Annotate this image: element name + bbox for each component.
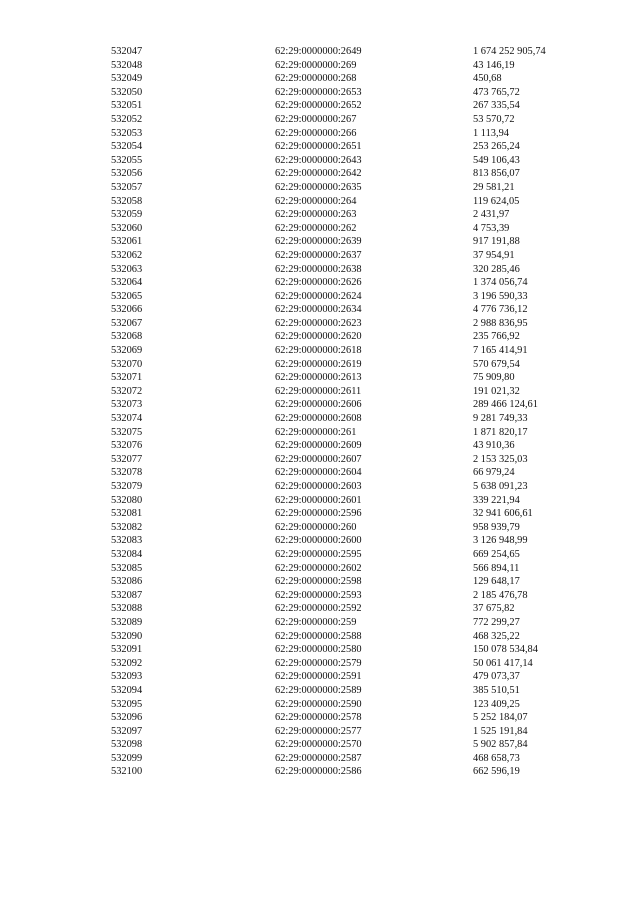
row-number: 532073 (111, 399, 143, 411)
table-row (0, 684, 640, 698)
row-number: 532082 (111, 521, 143, 533)
cadastral-number: 62:29:0000000:268 (275, 73, 357, 85)
table-row (0, 670, 640, 684)
cadastral-number: 62:29:0000000:2626 (275, 277, 362, 289)
cadastral-number: 62:29:0000000:2577 (275, 725, 362, 737)
table-row (0, 521, 640, 535)
table-row (0, 725, 640, 739)
cadastral-value: 66 979,24 (473, 467, 515, 479)
cadastral-number: 62:29:0000000:2652 (275, 100, 362, 112)
cadastral-number: 62:29:0000000:2642 (275, 168, 362, 180)
cadastral-value: 150 078 534,84 (473, 644, 538, 656)
table-row (0, 195, 640, 209)
row-number: 532054 (111, 141, 143, 153)
table-row (0, 235, 640, 249)
cadastral-number: 62:29:0000000:260 (275, 521, 357, 533)
row-number: 532070 (111, 358, 143, 370)
row-number: 532075 (111, 426, 143, 438)
cadastral-number: 62:29:0000000:263 (275, 209, 357, 221)
row-number: 532090 (111, 630, 143, 642)
cadastral-number: 62:29:0000000:259 (275, 616, 357, 628)
cadastral-number: 62:29:0000000:2601 (275, 494, 362, 506)
table-row (0, 494, 640, 508)
table-row (0, 113, 640, 127)
cadastral-value: 5 252 184,07 (473, 712, 528, 724)
cadastral-value: 813 856,07 (473, 168, 520, 180)
table-row (0, 249, 640, 263)
table-row (0, 290, 640, 304)
table-row (0, 630, 640, 644)
cadastral-number: 62:29:0000000:2619 (275, 358, 362, 370)
cadastral-value: 267 335,54 (473, 100, 520, 112)
cadastral-number: 62:29:0000000:2602 (275, 562, 362, 574)
cadastral-number: 62:29:0000000:2649 (275, 46, 362, 57)
cadastral-value: 473 765,72 (473, 86, 520, 98)
cadastral-number: 62:29:0000000:2598 (275, 576, 362, 588)
cadastral-number: 62:29:0000000:261 (275, 426, 357, 438)
row-number: 532093 (111, 671, 143, 683)
row-number: 532071 (111, 372, 143, 384)
row-number: 532067 (111, 317, 143, 329)
row-number: 532077 (111, 453, 143, 465)
row-number: 532074 (111, 413, 143, 425)
cadastral-number: 62:29:0000000:262 (275, 222, 357, 234)
cadastral-number: 62:29:0000000:2586 (275, 766, 362, 778)
table-row (0, 140, 640, 154)
cadastral-value: 450,68 (473, 73, 502, 85)
cadastral-value: 3 126 948,99 (473, 535, 528, 547)
table-row (0, 167, 640, 181)
cadastral-number: 62:29:0000000:2638 (275, 263, 362, 275)
table-row (0, 385, 640, 399)
cadastral-number: 62:29:0000000:2588 (275, 630, 362, 642)
table-row (0, 466, 640, 480)
row-number: 532092 (111, 657, 143, 669)
row-number: 532056 (111, 168, 143, 180)
cadastral-number: 62:29:0000000:2580 (275, 644, 362, 656)
row-number: 532078 (111, 467, 143, 479)
table-row (0, 602, 640, 616)
cadastral-value: 339 221,94 (473, 494, 520, 506)
cadastral-value: 385 510,51 (473, 684, 520, 696)
row-number: 532053 (111, 127, 143, 139)
table-row (0, 765, 640, 779)
cadastral-number: 62:29:0000000:2596 (275, 508, 362, 520)
row-number: 532087 (111, 589, 143, 601)
row-number: 532057 (111, 181, 143, 193)
cadastral-value: 9 281 749,33 (473, 413, 528, 425)
row-number: 532062 (111, 249, 143, 261)
row-number: 532086 (111, 576, 143, 588)
cadastral-value: 129 648,17 (473, 576, 520, 588)
row-number: 532096 (111, 712, 143, 724)
table-row (0, 480, 640, 494)
cadastral-number: 62:29:0000000:2639 (275, 236, 362, 248)
table-row (0, 698, 640, 712)
row-number: 532099 (111, 752, 143, 764)
table-row (0, 154, 640, 168)
row-number: 532064 (111, 277, 143, 289)
cadastral-number: 62:29:0000000:2618 (275, 345, 362, 357)
row-number: 532065 (111, 290, 143, 302)
cadastral-value: 37 675,82 (473, 603, 515, 615)
cadastral-number: 62:29:0000000:267 (275, 113, 357, 125)
cadastral-number: 62:29:0000000:2651 (275, 141, 362, 153)
cadastral-value: 43 146,19 (473, 59, 515, 71)
row-number: 532051 (111, 100, 143, 112)
table-row (0, 575, 640, 589)
cadastral-number: 62:29:0000000:264 (275, 195, 357, 207)
row-number: 532050 (111, 86, 143, 98)
row-number: 532063 (111, 263, 143, 275)
cadastral-value: 917 191,88 (473, 236, 520, 248)
row-number: 532048 (111, 59, 143, 71)
table-row (0, 45, 640, 59)
cadastral-number: 62:29:0000000:269 (275, 59, 357, 71)
cadastral-number: 62:29:0000000:2592 (275, 603, 362, 615)
table-row (0, 99, 640, 113)
cadastral-number: 62:29:0000000:2623 (275, 317, 362, 329)
cadastral-value: 1 871 820,17 (473, 426, 528, 438)
cadastral-value: 1 525 191,84 (473, 725, 528, 737)
table-row (0, 276, 640, 290)
table-row (0, 208, 640, 222)
cadastral-number: 62:29:0000000:2624 (275, 290, 362, 302)
row-number: 532072 (111, 385, 143, 397)
row-number: 532066 (111, 304, 143, 316)
row-number: 532081 (111, 508, 143, 520)
table-row (0, 263, 640, 277)
table-row (0, 59, 640, 73)
table-row (0, 426, 640, 440)
cadastral-number: 62:29:0000000:2595 (275, 548, 362, 560)
row-number: 532091 (111, 644, 143, 656)
row-number: 532080 (111, 494, 143, 506)
cadastral-value: 1 374 056,74 (473, 277, 528, 289)
cadastral-number: 62:29:0000000:2578 (275, 712, 362, 724)
row-number: 532100 (111, 766, 143, 778)
table-row (0, 344, 640, 358)
table-row (0, 711, 640, 725)
cadastral-value: 669 254,65 (473, 548, 520, 560)
cadastral-number: 62:29:0000000:2570 (275, 739, 362, 751)
row-number: 532060 (111, 222, 143, 234)
cadastral-number: 62:29:0000000:2613 (275, 372, 362, 384)
cadastral-value: 2 988 836,95 (473, 317, 528, 329)
cadastral-value: 468 658,73 (473, 752, 520, 764)
row-number: 532068 (111, 331, 143, 343)
table-row (0, 127, 640, 141)
cadastral-number: 62:29:0000000:2607 (275, 453, 362, 465)
cadastral-value: 7 165 414,91 (473, 345, 528, 357)
row-number: 532058 (111, 195, 143, 207)
table-row (0, 548, 640, 562)
row-number: 532061 (111, 236, 143, 248)
table-row (0, 439, 640, 453)
table-row (0, 534, 640, 548)
row-number: 532049 (111, 73, 143, 85)
cadastral-number: 62:29:0000000:2593 (275, 589, 362, 601)
row-number: 532079 (111, 481, 143, 492)
table-row (0, 657, 640, 671)
cadastral-value: 1 674 252 905,74 (473, 46, 546, 57)
table-row (0, 616, 640, 630)
cadastral-number: 62:29:0000000:2634 (275, 304, 362, 316)
cadastral-value: 53 570,72 (473, 113, 515, 125)
cadastral-value: 4 753,39 (473, 222, 510, 234)
cadastral-number: 62:29:0000000:2591 (275, 671, 362, 683)
row-number: 532076 (111, 440, 143, 452)
row-number: 532047 (111, 46, 143, 57)
cadastral-value: 2 153 325,03 (473, 453, 528, 465)
row-number: 532084 (111, 548, 143, 560)
row-number: 532098 (111, 739, 143, 751)
cadastral-number: 62:29:0000000:2604 (275, 467, 362, 479)
cadastral-value: 191 021,32 (473, 385, 520, 397)
table-row (0, 330, 640, 344)
row-number: 532095 (111, 698, 143, 710)
cadastral-number: 62:29:0000000:2603 (275, 481, 362, 492)
row-number: 532094 (111, 684, 143, 696)
cadastral-number: 62:29:0000000:2587 (275, 752, 362, 764)
cadastral-value: 479 073,37 (473, 671, 520, 683)
cadastral-number: 62:29:0000000:266 (275, 127, 357, 139)
cadastral-value: 549 106,43 (473, 154, 520, 166)
table-row (0, 507, 640, 521)
cadastral-number: 62:29:0000000:2637 (275, 249, 362, 261)
cadastral-number: 62:29:0000000:2579 (275, 657, 362, 669)
cadastral-number: 62:29:0000000:2620 (275, 331, 362, 343)
cadastral-value-table (0, 45, 640, 779)
cadastral-number: 62:29:0000000:2589 (275, 684, 362, 696)
table-row (0, 86, 640, 100)
cadastral-value: 2 185 476,78 (473, 589, 528, 601)
cadastral-value: 253 265,24 (473, 141, 520, 153)
table-row (0, 453, 640, 467)
table-row (0, 738, 640, 752)
table-row (0, 222, 640, 236)
cadastral-value: 2 431,97 (473, 209, 510, 221)
table-row (0, 371, 640, 385)
cadastral-value: 468 325,22 (473, 630, 520, 642)
cadastral-number: 62:29:0000000:2611 (275, 385, 362, 397)
cadastral-value: 75 909,80 (473, 372, 515, 384)
cadastral-value: 29 581,21 (473, 181, 515, 193)
table-row (0, 181, 640, 195)
cadastral-value: 5 902 857,84 (473, 739, 528, 751)
cadastral-value: 958 939,79 (473, 521, 520, 533)
cadastral-value: 1 113,94 (473, 127, 509, 139)
cadastral-value: 50 061 417,14 (473, 657, 533, 669)
cadastral-value: 320 285,46 (473, 263, 520, 275)
cadastral-value: 119 624,05 (473, 195, 520, 207)
row-number: 532088 (111, 603, 143, 615)
cadastral-number: 62:29:0000000:2653 (275, 86, 362, 98)
row-number: 532055 (111, 154, 143, 166)
cadastral-value: 772 299,27 (473, 616, 520, 628)
table-row (0, 72, 640, 86)
row-number: 532089 (111, 616, 143, 628)
cadastral-value: 37 954,91 (473, 249, 515, 261)
row-number: 532069 (111, 345, 143, 357)
table-row (0, 589, 640, 603)
cadastral-value: 570 679,54 (473, 358, 520, 370)
cadastral-number: 62:29:0000000:2606 (275, 399, 362, 411)
cadastral-value: 3 196 590,33 (473, 290, 528, 302)
table-row (0, 643, 640, 657)
table-row (0, 752, 640, 766)
cadastral-value: 289 466 124,61 (473, 399, 538, 411)
cadastral-value: 5 638 091,23 (473, 481, 528, 492)
cadastral-value: 662 596,19 (473, 766, 520, 778)
cadastral-number: 62:29:0000000:2608 (275, 413, 362, 425)
table-row (0, 398, 640, 412)
table-row (0, 562, 640, 576)
table-row (0, 358, 640, 372)
cadastral-number: 62:29:0000000:2643 (275, 154, 362, 166)
row-number: 532059 (111, 209, 143, 221)
table-row (0, 303, 640, 317)
cadastral-value: 123 409,25 (473, 698, 520, 710)
table-row (0, 412, 640, 426)
row-number: 532052 (111, 113, 143, 125)
row-number: 532085 (111, 562, 143, 574)
cadastral-number: 62:29:0000000:2590 (275, 698, 362, 710)
cadastral-value: 4 776 736,12 (473, 304, 528, 316)
cadastral-value: 43 910,36 (473, 440, 515, 452)
row-number: 532083 (111, 535, 143, 547)
cadastral-value: 566 894,11 (473, 562, 520, 574)
table-row (0, 317, 640, 331)
row-number: 532097 (111, 725, 143, 737)
cadastral-number: 62:29:0000000:2609 (275, 440, 362, 452)
cadastral-value: 235 766,92 (473, 331, 520, 343)
cadastral-value: 32 941 606,61 (473, 508, 533, 520)
cadastral-number: 62:29:0000000:2635 (275, 181, 362, 193)
cadastral-number: 62:29:0000000:2600 (275, 535, 362, 547)
